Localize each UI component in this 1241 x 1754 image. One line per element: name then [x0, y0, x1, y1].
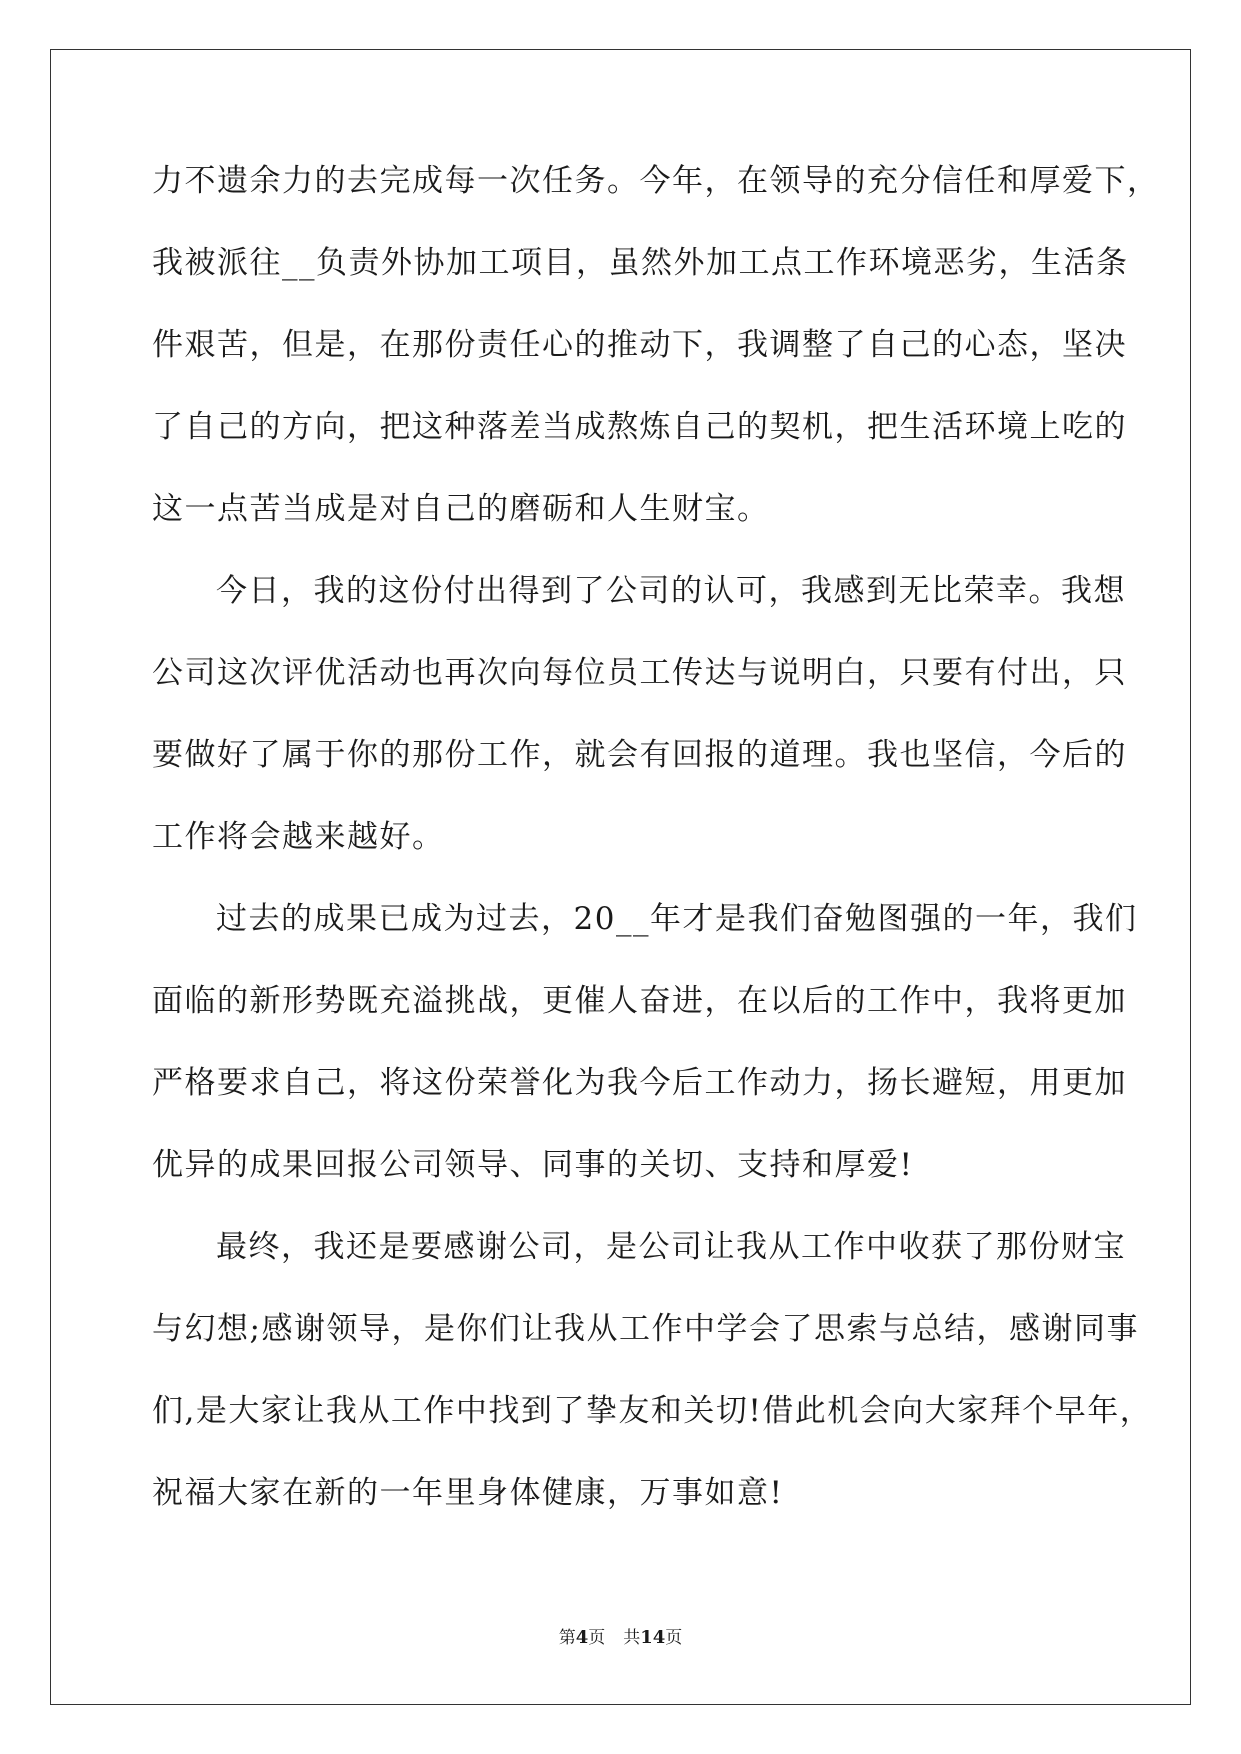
text-line: 们,是大家让我从工作中找到了挚友和关切!借此机会向大家拜个早年， — [152, 1393, 1153, 1429]
total-prefix: 共 — [623, 1628, 641, 1648]
text-line: 与幻想;感谢领导，是你们让我从工作中学会了思索与总结，感谢同事 — [152, 1311, 1139, 1347]
text-line: 这一点苦当成是对自己的磨砺和人生财宝。 — [152, 491, 770, 527]
text-line: 要做好了属于你的那份工作，就会有回报的道理。我也坚信，今后的 — [152, 737, 1127, 773]
paragraph-first-line: 过去的成果已成为过去，20__年才是我们奋勉图强的一年，我们 — [216, 901, 1138, 937]
text-line: 公司这次评优活动也再次向每位员工传达与说明白，只要有付出，只 — [152, 655, 1127, 691]
text-line: 优异的成果回报公司领导、同事的关切、支持和厚爱! — [152, 1147, 914, 1183]
text-line: 我被派往__负责外协加工项目，虽然外加工点工作环境恶劣，生活条 — [152, 245, 1129, 281]
page-suffix: 页 — [588, 1628, 606, 1648]
page-prefix: 第 — [558, 1628, 576, 1648]
text-line: 件艰苦，但是，在那份责任心的推动下，我调整了自己的心态，坚决 — [152, 327, 1127, 363]
text-line: 力不遗余力的去完成每一次任务。今年，在领导的充分信任和厚爱下， — [152, 163, 1160, 199]
total-suffix: 页 — [665, 1628, 683, 1648]
text-line: 祝福大家在新的一年里身体健康，万事如意! — [152, 1475, 784, 1511]
total-pages: 14 — [640, 1627, 666, 1648]
text-line: 严格要求自己，将这份荣誉化为我今后工作动力，扬长避短，用更加 — [152, 1065, 1127, 1101]
page-footer — [0, 1627, 1241, 1649]
text-line: 了自己的方向，把这种落差当成熬炼自己的契机，把生活环境上吃的 — [152, 409, 1127, 445]
page-number: 4 — [575, 1627, 589, 1648]
text-line: 工作将会越来越好。 — [152, 819, 445, 855]
document-body — [152, 160, 1160, 1554]
paragraph-first-line: 今日，我的这份付出得到了公司的认可，我感到无比荣幸。我想 — [216, 573, 1126, 609]
text-line: 面临的新形势既充溢挑战，更催人奋进，在以后的工作中，我将更加 — [152, 983, 1127, 1019]
paragraph-first-line: 最终，我还是要感谢公司，是公司让我从工作中收获了那份财宝 — [216, 1229, 1126, 1265]
